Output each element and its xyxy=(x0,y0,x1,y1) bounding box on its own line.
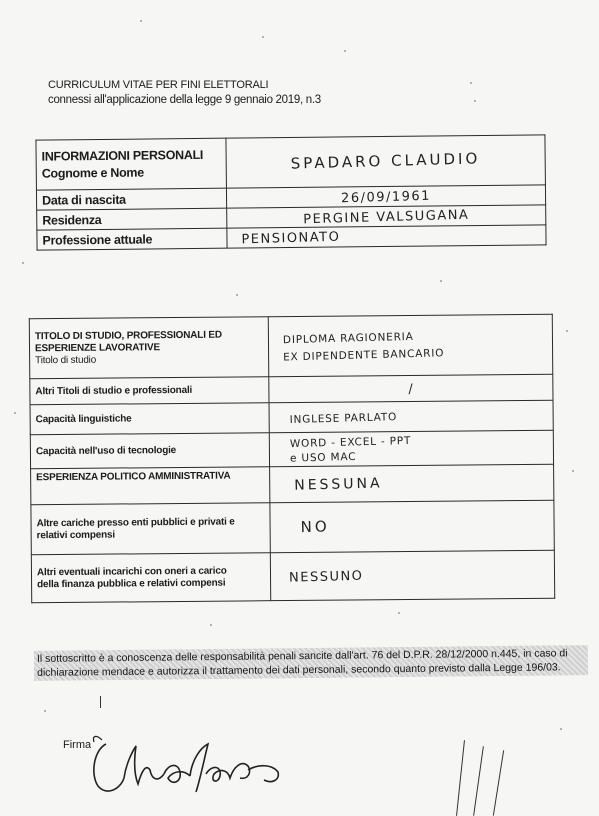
value-other-titles: / xyxy=(407,381,415,397)
name-value-cell xyxy=(225,135,545,188)
studies-title-sub: Titolo di studio xyxy=(35,354,97,366)
personal-info-table xyxy=(35,134,546,250)
value-profession: PENSIONATO xyxy=(240,229,341,247)
scan-speck xyxy=(44,710,46,712)
value-former-job: EX DIPENDENTE BANCARIO xyxy=(283,346,445,363)
other-roles-label-cell xyxy=(31,503,271,555)
section-title-personal: INFORMAZIONI PERSONALI xyxy=(41,147,204,164)
scan-speck xyxy=(440,280,442,282)
scan-edge-line xyxy=(493,750,505,815)
label-political: ESPERIENZA POLITICO AMMINISTRATIVA xyxy=(31,467,271,505)
label-tech: Capacità nell'uso di tecnologie xyxy=(30,433,270,469)
header-line-1: CURRICULUM VITAE PER FINI ELETTORALI xyxy=(48,79,269,91)
studies-row-other-assign xyxy=(31,550,554,603)
label-other-titles: Altri Titoli di studio e professionali xyxy=(30,377,270,405)
scan-speck xyxy=(470,82,472,84)
legal-notice: Il sottoscritto è a conoscenza delle responsabilità penali sancite dall'art. 76 del D.P.R. 28/12/2000 n.445, in caso di dichiarazione mendace e autorizza il trattamento dei dati personali, secondo quanto previsto dalla Legge 196/03. xyxy=(34,645,588,681)
header-line-2: connessi all'applicazione della legge 9 gennaio 2019, n.3 xyxy=(48,94,321,106)
scan-speck xyxy=(262,36,264,38)
label-other-roles-line-2: relativi compensi xyxy=(36,529,116,541)
scan-speck xyxy=(560,728,562,730)
other-assign-value-cell xyxy=(271,550,555,600)
studies-row-title xyxy=(29,314,553,379)
label-residence: Residenza xyxy=(37,208,227,230)
political-value-cell xyxy=(270,464,554,502)
signature-label: Firma xyxy=(63,739,92,751)
label-other-assign-line-2: della finanza pubblica e relativi compensi xyxy=(37,577,226,590)
value-degree: DIPLOMA RAGIONERIA xyxy=(283,330,415,346)
scan-speck xyxy=(210,624,212,626)
label-other-assign-line-1: Altri eventuali incarichi con oneri a carico xyxy=(36,565,227,578)
scan-speck xyxy=(22,262,24,264)
languages-value-cell xyxy=(269,400,553,432)
label-languages: Capacità linguistiche xyxy=(30,403,270,435)
label-name: Cognome e Nome xyxy=(41,165,144,181)
studies-title-line-1: TITOLO DI STUDIO, PROFESSIONALI ED xyxy=(34,329,222,342)
studies-row-other-roles xyxy=(31,500,554,555)
label-profession: Professione attuale xyxy=(37,228,227,250)
value-birth-date: 26/09/1961 xyxy=(340,188,431,206)
value-political: NESSUNA xyxy=(294,474,384,494)
scan-speck xyxy=(14,412,16,414)
value-tech-line-1: WORD - EXCEL - PPT xyxy=(290,434,412,450)
scan-speck xyxy=(566,330,568,332)
scan-edge-line xyxy=(473,746,484,816)
studies-value-cell xyxy=(269,314,553,376)
scan-speck xyxy=(398,612,400,614)
personal-label-cell xyxy=(36,138,226,190)
other-roles-value-cell xyxy=(270,500,554,552)
studies-row-political xyxy=(31,464,554,505)
scan-speck xyxy=(572,470,574,472)
value-tech-line-2: e USO MAC xyxy=(290,450,357,465)
studies-title-line-2: ESPERIENZE LAVORATIVE xyxy=(34,341,160,354)
label-birth-date: Data di nascita xyxy=(36,188,226,210)
other-titles-value-cell xyxy=(269,374,553,402)
value-residence: PERGINE VALSUGANA xyxy=(302,207,470,227)
scan-edge-line xyxy=(456,740,465,816)
personal-row-name xyxy=(36,135,545,190)
tech-value-cell xyxy=(270,430,554,466)
studies-label-cell xyxy=(29,317,269,379)
personal-row-profession xyxy=(37,225,546,250)
scan-speck xyxy=(344,50,346,52)
value-languages: INGLESE PARLATO xyxy=(289,410,398,426)
scan-speck xyxy=(140,20,142,22)
studies-table xyxy=(29,314,555,604)
label-other-roles-line-1: Altre cariche presso enti pubblici e privati e xyxy=(36,516,235,529)
handwritten-signature xyxy=(88,730,298,800)
scan-speck xyxy=(474,100,476,102)
value-name: SPADARO CLAUDIO xyxy=(290,149,481,173)
other-assign-label-cell xyxy=(31,553,271,603)
studies-row-tech xyxy=(30,430,553,469)
scan-mark xyxy=(100,696,101,708)
profession-value-cell xyxy=(226,225,546,248)
value-other-roles: NO xyxy=(300,517,331,537)
document-header xyxy=(48,78,368,108)
value-other-assign: NESSUNO xyxy=(289,568,365,586)
scan-speck xyxy=(236,294,238,296)
studies-row-languages xyxy=(30,400,553,435)
